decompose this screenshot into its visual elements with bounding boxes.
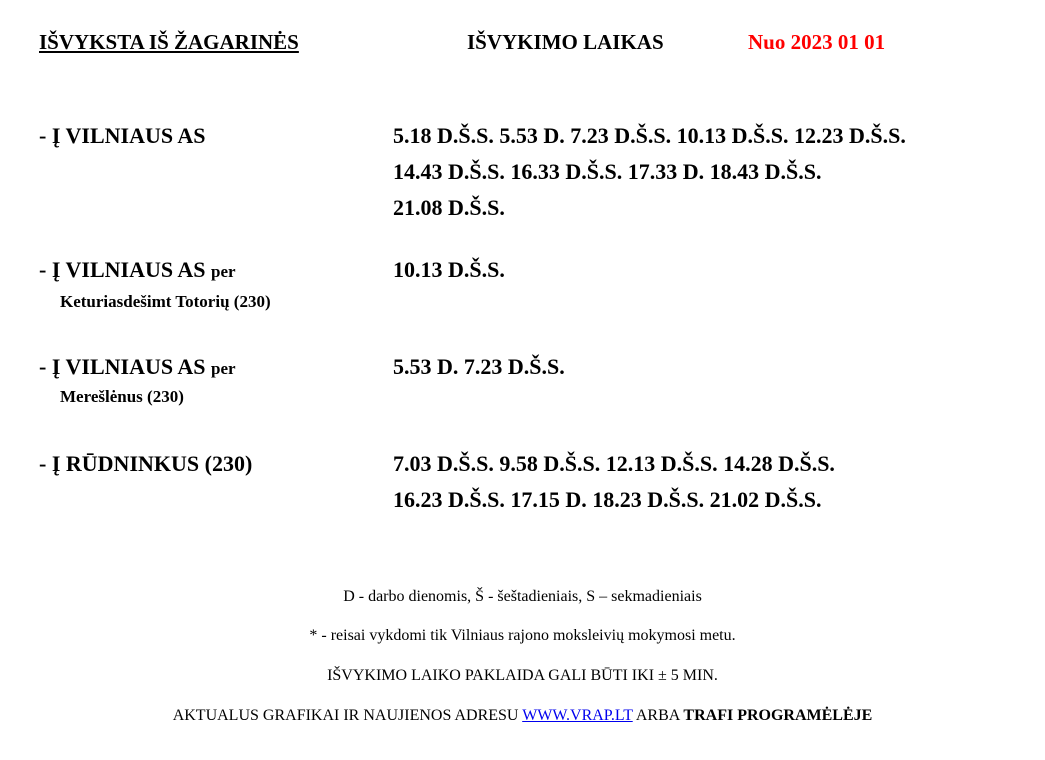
info-prefix: AKTUALUS GRAFIKAI IR NAUJIENOS ADRESU (172, 707, 523, 724)
route-destination-label: - Į VILNIAUS AS (39, 354, 206, 379)
route-destination-rudninkus (39, 451, 252, 477)
info-note (0, 706, 1045, 726)
time-line: 21.08 D.Š.S. (393, 195, 505, 220)
route-times-vilnius-via-totoriu (393, 252, 505, 288)
route-destination-vilnius-via-totoriu (39, 257, 236, 285)
route-per-label: per (210, 262, 236, 281)
legend-note: D - darbo dienomis, Š - šeštadieniais, S – sekmadieniais (343, 588, 702, 605)
valid-from-date: Nuo 2023 01 01 (748, 30, 886, 54)
time-line: 5.53 D. 7.23 D.Š.S. (393, 354, 565, 379)
route-per-label: per (210, 359, 236, 378)
route-destination-label: - Į VILNIAUS AS (39, 257, 206, 282)
route-destination-vilnius (39, 123, 205, 149)
route-destination-label: - Į VILNIAUS AS (39, 123, 206, 148)
vrap-link[interactable]: WWW.VRAP.LT (522, 707, 633, 724)
trafi-app-label: TRAFI PROGRAMĖLĖJE (683, 707, 873, 724)
route-via-label: Merešlėnus (230) (60, 387, 184, 406)
route-times-vilnius (393, 118, 906, 226)
asterisk-note: * - reisai vykdomi tik Vilniaus rajono moksleivių mokymosi metu. (309, 627, 736, 644)
route-via-label: Keturiasdešimt Totorių (230) (60, 292, 271, 311)
route-destination-vilnius-via-mereslenus (39, 354, 236, 382)
time-line: 16.23 D.Š.S. 17.15 D. 18.23 D.Š.S. 21.02 D.Š.S. (393, 487, 822, 512)
route-times-vilnius-via-mereslenus (393, 349, 565, 385)
time-line: 7.03 D.Š.S. 9.58 D.Š.S. 12.13 D.Š.S. 14.28 D.Š.S. (393, 451, 835, 476)
time-line: 5.18 D.Š.S. 5.53 D. 7.23 D.Š.S. 10.13 D.Š.S. 12.23 D.Š.S. (393, 123, 906, 148)
page-title: IŠVYKSTA IŠ ŽAGARINĖS (39, 30, 299, 54)
departure-time-heading: IŠVYKIMO LAIKAS (467, 30, 664, 54)
tolerance-note: IŠVYKIMO LAIKO PAKLAIDA GALI BŪTI IKI ± 5 MIN. (327, 667, 718, 684)
time-line: 14.43 D.Š.S. 16.33 D.Š.S. 17.33 D. 18.43 D.Š.S. (393, 159, 822, 184)
time-line: 10.13 D.Š.S. (393, 257, 505, 282)
route-times-rudninkus (393, 446, 835, 518)
info-middle: ARBA (632, 707, 684, 724)
route-destination-label: - Į RŪDNINKUS (230) (39, 451, 253, 476)
